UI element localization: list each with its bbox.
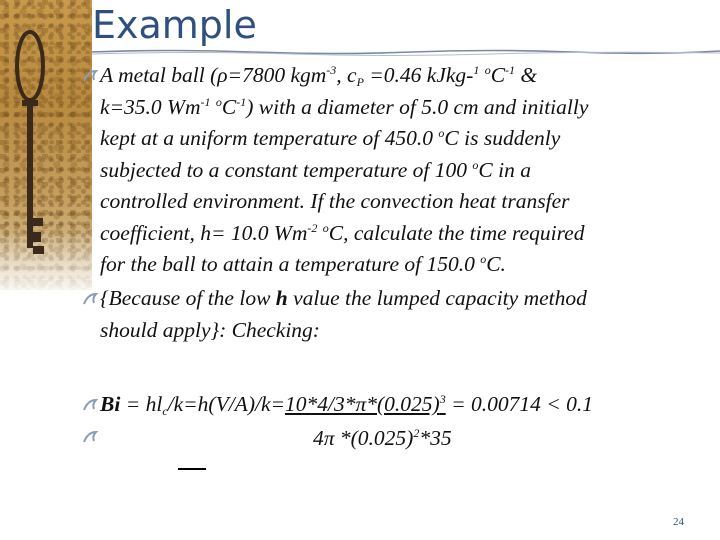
biot-result: = 0.00714 < 0.1 bbox=[445, 392, 593, 416]
biot-number-equation: $Bi = hl_c/k=h(V/A)/k=10*4/3*\pi*(0.025)^3 = 0.00714 < 0.1$ bbox=[100, 392, 593, 418]
page-number: 24 bbox=[673, 516, 684, 528]
note-line-1: {Because of the low h value the lumped capacity method bbox=[100, 286, 587, 310]
biot-symbol: Bi bbox=[100, 392, 121, 416]
problem-line-4: subjected to a constant temperature of 100 $^o$C in a bbox=[100, 157, 531, 182]
title-underline bbox=[92, 48, 720, 56]
bullet-icon bbox=[82, 292, 100, 306]
fraction-denominator: 4π $*(0.025)^2*35$ bbox=[313, 426, 452, 450]
problem-line-5: controlled environment. If the convection heat transfer bbox=[100, 189, 570, 213]
fraction-numerator: $10*4/3*\pi*(0.025)^3$ bbox=[285, 392, 446, 416]
bullet-icon bbox=[82, 398, 100, 412]
fraction-bar-mark bbox=[178, 468, 206, 470]
bullet-icon bbox=[82, 430, 100, 444]
problem-line-2: k=35.0 $Wm^{-1}$ $^oC^{-1}$) with a diameter of 5.0 cm and initially bbox=[100, 94, 589, 119]
lumped-capacity-note bbox=[100, 283, 587, 346]
problem-line-1: A metal ball (ρ=7800 kgm$^{-3}$, $c_P =0.46$ kJkg-$^1$ $^oC^{-1}$ & bbox=[100, 63, 538, 89]
problem-line-3: kept at a uniform temperature of 450.0 $^o$C is suddenly bbox=[100, 126, 561, 150]
note-line-2: should apply}: Checking: bbox=[100, 317, 320, 342]
problem-line-6: coefficient, h= 10.0 $Wm^{-2}$ $^o$C, calculate the time required bbox=[100, 220, 585, 245]
bullet-icon bbox=[82, 69, 100, 83]
slide-title: Example bbox=[92, 3, 257, 47]
problem-line-7: for the ball to attain a temperature of 150.0 $^o$C. bbox=[100, 252, 506, 276]
problem-statement bbox=[100, 60, 588, 281]
old-key-icon bbox=[12, 28, 48, 278]
